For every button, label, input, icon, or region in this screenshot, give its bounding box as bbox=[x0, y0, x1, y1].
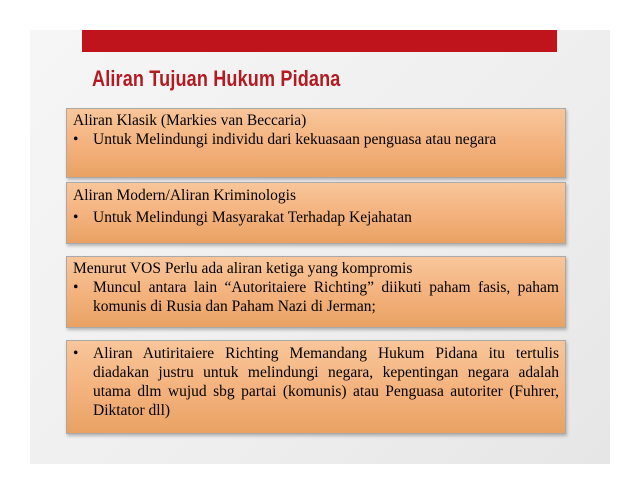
content-box-autoritaiere-richting bbox=[66, 340, 566, 434]
box-heading: Aliran Klasik (Markies van Beccaria) bbox=[73, 112, 307, 129]
bullet-text: Muncul antara lain “Autoritaiere Richting” diikuti paham fasis, paham komunis di Rusia dan Paham Nazi di Jerman; bbox=[93, 279, 559, 315]
bullet-item bbox=[73, 278, 559, 316]
box-heading: Aliran Modern/Aliran Kriminologis bbox=[73, 187, 296, 204]
bullet-text: Untuk Melindungi individu dari kekuasaan penguasa atau negara bbox=[93, 131, 497, 148]
bullet-item bbox=[73, 344, 559, 420]
bullet-icon: • bbox=[73, 345, 79, 362]
bullet-text: Aliran Autiritaiere Richting Memandang Hukum Pidana itu tertulis diadakan justru untuk melindungi negara, kepentingan negara adalah utama dlm wujud sbg partai (komunis) atau Penguasa autoriter (Fuhrer, Diktator dll) bbox=[93, 345, 559, 419]
bullet-text: Untuk Melindungi Masyarakat Terhadap Kejahatan bbox=[93, 209, 412, 226]
box-heading: Menurut VOS Perlu ada aliran ketiga yang kompromis bbox=[73, 260, 413, 277]
bullet-icon: • bbox=[73, 131, 79, 148]
bullet-icon: • bbox=[73, 209, 79, 226]
content-box-aliran-modern bbox=[66, 182, 566, 244]
content-box-aliran-ketiga bbox=[66, 256, 566, 328]
bullet-icon: • bbox=[73, 279, 79, 296]
bullet-item bbox=[73, 130, 559, 149]
bullet-item bbox=[73, 207, 559, 229]
slide-title: Aliran Tujuan Hukum Pidana bbox=[92, 66, 341, 91]
top-accent-bar bbox=[82, 30, 557, 52]
content-box-aliran-klasik bbox=[66, 108, 566, 178]
